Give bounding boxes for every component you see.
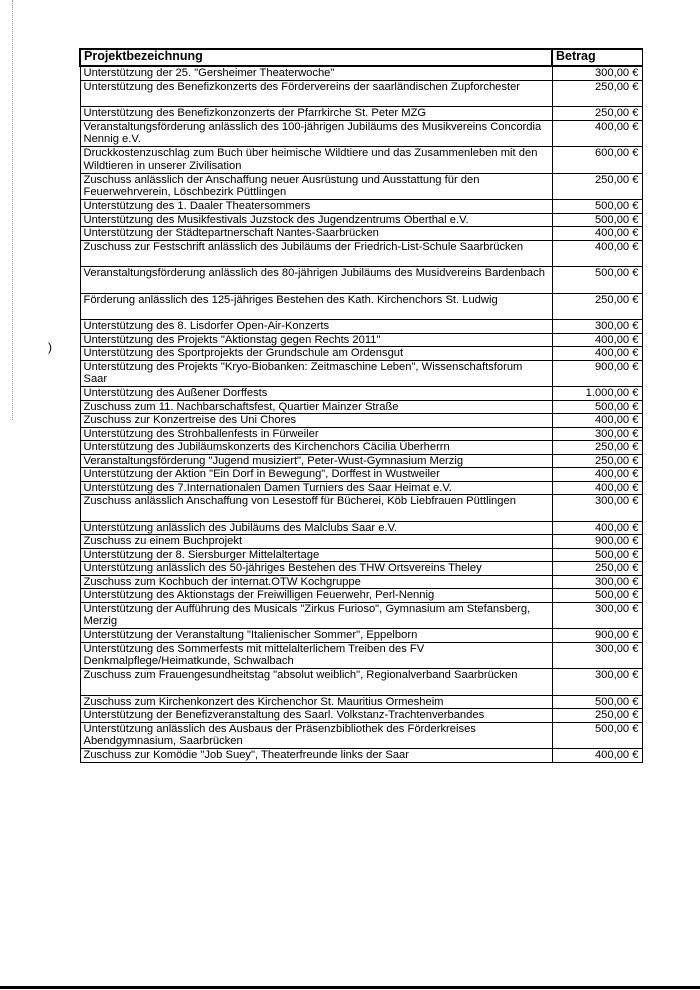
table-row (80, 722, 642, 749)
amount-cell: 250,00 € (552, 173, 642, 200)
project-cell: Veranstaltungsförderung anlässlich des 80-jährigen Jubiläums des Musidvereins Bardenbach (80, 267, 552, 294)
table-row (80, 535, 642, 549)
table-row (80, 333, 642, 347)
project-cell: Unterstützung anlässlich des Ausbaus der Präsenzbibliothek des Förderkreises Abendgymnasium, Saarbrücken (80, 722, 552, 749)
project-cell: Unterstützung der Aktion "Ein Dorf in Bewegung", Dorffest in Wustweiler (80, 468, 552, 482)
amount-cell: 250,00 € (552, 293, 642, 320)
amount-cell: 250,00 € (552, 709, 642, 723)
funding-table (79, 48, 643, 763)
header-amount: Betrag (552, 49, 642, 66)
project-cell: Zuschuss zum Frauengesundheitstag "absolut weiblich", Regionalverband Saarbrücken (80, 669, 552, 696)
table-row (80, 589, 642, 603)
bottom-border-line (0, 986, 700, 989)
amount-cell: 400,00 € (552, 333, 642, 347)
project-cell: Zuschuss zur Festschrift anlässlich des Jubiläums der Friedrich-List-Schule Saarbrücken (80, 240, 552, 267)
table-row (80, 629, 642, 643)
project-cell: Zuschuss zu einem Buchprojekt (80, 535, 552, 549)
project-cell: Unterstützung der Aufführung des Musicals "Zirkus Furioso", Gymnasium am Stefansberg, Merzig (80, 602, 552, 629)
amount-cell: 500,00 € (552, 695, 642, 709)
project-cell: Unterstützung des Benefizkonzonzerts der Pfarrkirche St. Peter MZG (80, 107, 552, 121)
project-cell: Unterstützung des Aktionstags der Freiwilligen Feuerwehr, Perl-Nennig (80, 589, 552, 603)
amount-cell: 900,00 € (552, 535, 642, 549)
project-cell: Zuschuss anlässlich der Anschaffung neuer Ausrüstung und Ausstattung für den Feuerwehrverein, Löschbezirk Püttlingen (80, 173, 552, 200)
amount-cell: 600,00 € (552, 147, 642, 174)
project-cell: Unterstützung des Sommerfests mit mittelalterlichem Treiben des FV Denkmalpflege/Heimatkunde, Schwalbach (80, 642, 552, 669)
funding-table-container (79, 48, 641, 763)
table-row (80, 66, 642, 80)
table-row (80, 642, 642, 669)
project-cell: Unterstützung der 8. Siersburger Mittelaltertage (80, 548, 552, 562)
project-cell: Unterstützung der Städtepartnerschaft Nantes-Saarbrücken (80, 227, 552, 241)
project-cell: Förderung anlässlich des 125-jähriges Bestehen des Kath. Kirchenchors St. Ludwig (80, 293, 552, 320)
amount-cell: 900,00 € (552, 360, 642, 387)
amount-cell: 300,00 € (552, 669, 642, 696)
table-row (80, 360, 642, 387)
project-cell: Unterstützung des 7.Internationalen Damen Turniers des Saar Heimat e.V. (80, 481, 552, 495)
amount-cell: 300,00 € (552, 427, 642, 441)
table-row (80, 80, 642, 107)
header-project: Projektbezeichnung (80, 49, 552, 66)
table-row (80, 320, 642, 334)
amount-cell: 250,00 € (552, 107, 642, 121)
amount-cell: 300,00 € (552, 642, 642, 669)
table-row (80, 427, 642, 441)
amount-cell: 400,00 € (552, 468, 642, 482)
amount-cell: 400,00 € (552, 347, 642, 361)
amount-cell: 300,00 € (552, 575, 642, 589)
scan-margin-dots (12, 0, 15, 420)
amount-cell: 500,00 € (552, 200, 642, 214)
amount-cell: 400,00 € (552, 240, 642, 267)
amount-cell: 1.000,00 € (552, 387, 642, 401)
table-row (80, 107, 642, 121)
table-row (80, 495, 642, 522)
amount-cell: 250,00 € (552, 454, 642, 468)
project-cell: Unterstützung des Strohballenfests in Fürweiler (80, 427, 552, 441)
table-row (80, 562, 642, 576)
project-cell: Veranstaltungsförderung "Jugend musiziert", Peter-Wust-Gymnasium Merzig (80, 454, 552, 468)
amount-cell: 400,00 € (552, 749, 642, 763)
table-row (80, 147, 642, 174)
project-cell: Unterstützung des Außener Dorffests (80, 387, 552, 401)
table-row (80, 454, 642, 468)
project-cell: Unterstützung des 8. Lisdorfer Open-Air-Konzerts (80, 320, 552, 334)
project-cell: Unterstützung der 25. "Gersheimer Theaterwoche" (80, 66, 552, 80)
project-cell: Unterstützung des Projekts "Kryo-Biobanken: Zeitmaschine Leben", Wissenschaftsforum Saar (80, 360, 552, 387)
project-cell: Unterstützung anlässlich des Jubiläums des Malclubs Saar e.V. (80, 521, 552, 535)
scan-margin-mark: ) (48, 340, 52, 354)
table-row (80, 240, 642, 267)
table-row (80, 267, 642, 294)
table-row (80, 173, 642, 200)
amount-cell: 500,00 € (552, 722, 642, 749)
amount-cell: 900,00 € (552, 629, 642, 643)
amount-cell: 400,00 € (552, 481, 642, 495)
table-row (80, 468, 642, 482)
amount-cell: 250,00 € (552, 80, 642, 107)
project-cell: Zuschuss zum Kochbuch der internat.OTW Kochgruppe (80, 575, 552, 589)
table-row (80, 669, 642, 696)
project-cell: Unterstützung des Sportprojekts der Grundschule am Ordensgut (80, 347, 552, 361)
table-row (80, 695, 642, 709)
table-row (80, 200, 642, 214)
table-row (80, 575, 642, 589)
table-row (80, 120, 642, 147)
table-body (80, 66, 642, 762)
project-cell: Unterstützung des 1. Daaler Theatersommers (80, 200, 552, 214)
table-row (80, 227, 642, 241)
amount-cell: 300,00 € (552, 66, 642, 80)
project-cell: Unterstützung des Musikfestivals Juzstock des Jugendzentrums Oberthal e.V. (80, 213, 552, 227)
project-cell: Unterstützung der Veranstaltung "Italienischer Sommer", Eppelborn (80, 629, 552, 643)
amount-cell: 250,00 € (552, 562, 642, 576)
table-row (80, 749, 642, 763)
table-row (80, 441, 642, 455)
amount-cell: 500,00 € (552, 213, 642, 227)
project-cell: Druckkostenzuschlag zum Buch über heimische Wildtiere und das Zusammenleben mit den Wildtieren in unserer Zivilisation (80, 147, 552, 174)
table-row (80, 414, 642, 428)
amount-cell: 250,00 € (552, 441, 642, 455)
project-cell: Unterstützung des Jubiläumskonzerts des Kirchenchors Cäcilia Überherrn (80, 441, 552, 455)
amount-cell: 400,00 € (552, 414, 642, 428)
table-row (80, 709, 642, 723)
table-header-row (80, 49, 642, 66)
table-row (80, 400, 642, 414)
project-cell: Unterstützung des Projekts "Aktionstag gegen Rechts 2011" (80, 333, 552, 347)
project-cell: Unterstützung anlässlich des 50-jähriges Bestehen des THW Ortsvereins Theley (80, 562, 552, 576)
table-row (80, 602, 642, 629)
amount-cell: 500,00 € (552, 589, 642, 603)
amount-cell: 400,00 € (552, 120, 642, 147)
project-cell: Zuschuss zur Komödie "Job Suey", Theaterfreunde links der Saar (80, 749, 552, 763)
project-cell: Zuschuss zur Konzertreise des Uni Chores (80, 414, 552, 428)
amount-cell: 400,00 € (552, 227, 642, 241)
amount-cell: 500,00 € (552, 267, 642, 294)
project-cell: Zuschuss zum 11. Nachbarschaftsfest, Quartier Mainzer Straße (80, 400, 552, 414)
project-cell: Veranstaltungsförderung anlässlich des 100-jährigen Jubiläums des Musikvereins Concordia Nennig e.V. (80, 120, 552, 147)
project-cell: Unterstützung des Benefizkonzerts des Fördervereins der saarländischen Zupforchester (80, 80, 552, 107)
amount-cell: 400,00 € (552, 521, 642, 535)
project-cell: Zuschuss anlässlich Anschaffung von Lesestoff für Bücherei, Köb Liebfrauen Püttlingen (80, 495, 552, 522)
project-cell: Zuschuss zum Kirchenkonzert des Kirchenchor St. Mauritius Ormesheim (80, 695, 552, 709)
table-row (80, 293, 642, 320)
amount-cell: 300,00 € (552, 602, 642, 629)
table-row (80, 548, 642, 562)
table-row (80, 521, 642, 535)
amount-cell: 300,00 € (552, 495, 642, 522)
project-cell: Unterstützung der Benefizveranstaltung des Saarl. Volkstanz-Trachtenverbandes (80, 709, 552, 723)
table-row (80, 347, 642, 361)
table-row (80, 213, 642, 227)
amount-cell: 500,00 € (552, 548, 642, 562)
amount-cell: 500,00 € (552, 400, 642, 414)
table-row (80, 481, 642, 495)
amount-cell: 300,00 € (552, 320, 642, 334)
table-row (80, 387, 642, 401)
